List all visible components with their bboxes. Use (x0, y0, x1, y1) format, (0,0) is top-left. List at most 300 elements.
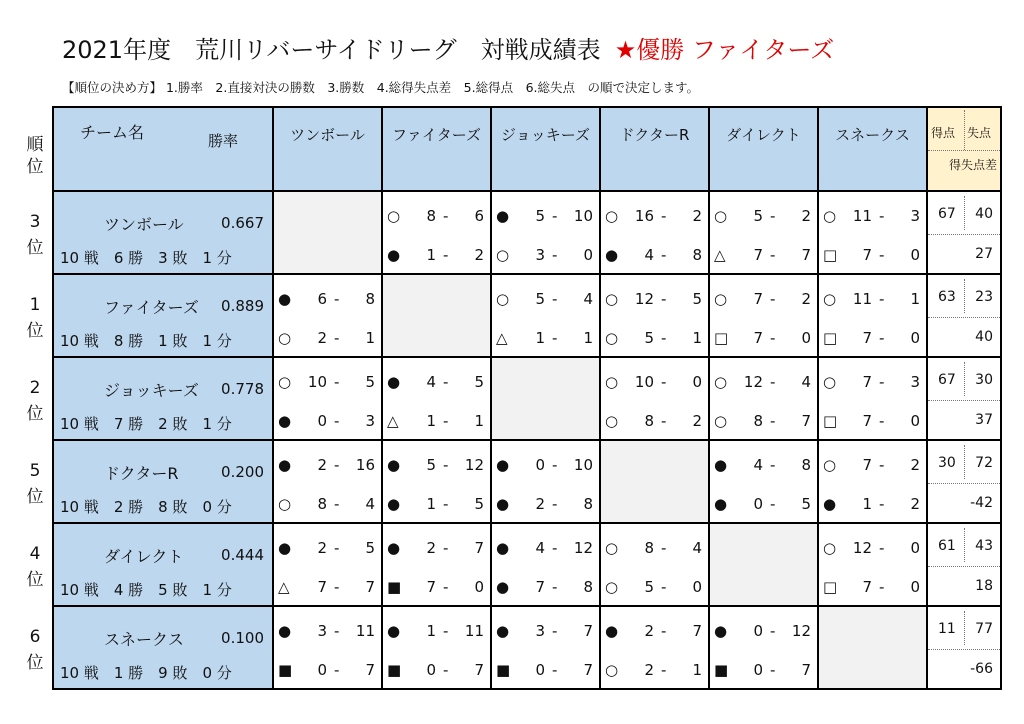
score-dash: - (334, 412, 340, 430)
opponent-score: 5 (365, 373, 375, 391)
own-score: 11 (852, 207, 872, 225)
points-header (927, 107, 1001, 191)
match-cell (491, 523, 600, 606)
opponent-score: 11 (464, 622, 484, 640)
result-mark: ○ (605, 329, 619, 347)
result-mark: ○ (605, 373, 619, 391)
match-cell (382, 191, 491, 274)
score-dash: - (661, 246, 667, 264)
result-mark: ● (387, 495, 401, 513)
score-dash: - (661, 290, 667, 308)
score-dash: - (443, 207, 449, 225)
point-diff-header: 得失点差 (948, 158, 997, 172)
result-mark: ○ (714, 207, 728, 225)
opponent-header-4: ドクターR (600, 107, 709, 191)
game-result (819, 492, 926, 516)
game-result (710, 287, 817, 311)
opponent-header-6: スネークス (818, 107, 927, 191)
result-mark: △ (496, 329, 508, 347)
points-for: 63 (938, 289, 956, 305)
opponent-score: 7 (801, 412, 811, 430)
match-cell (273, 523, 382, 606)
team-name: ツンボール (104, 215, 184, 234)
champion-label: ★優勝 ファイターズ (614, 36, 835, 64)
result-mark: △ (278, 578, 290, 596)
score-dash: - (334, 373, 340, 391)
score-dash: - (552, 456, 558, 474)
match-cell (491, 274, 600, 357)
team-cell (53, 191, 273, 274)
match-cell (818, 274, 927, 357)
result-mark: ● (387, 539, 401, 557)
game-result (819, 287, 926, 311)
page-title (62, 30, 834, 65)
game-result (492, 619, 599, 643)
team-name: ジョッキーズ (104, 381, 199, 400)
own-score: 7 (753, 290, 763, 308)
own-score: 1 (426, 412, 436, 430)
game-result (710, 619, 817, 643)
opponent-score: 0 (692, 373, 702, 391)
game-result (383, 370, 490, 394)
team-row (18, 523, 1001, 606)
score-dash: - (770, 373, 776, 391)
game-result (492, 243, 599, 267)
score-cell (927, 606, 1001, 689)
result-mark: ○ (605, 207, 619, 225)
game-result (383, 619, 490, 643)
self-match-cell (818, 606, 927, 689)
own-score: 10 (634, 373, 654, 391)
match-cell (818, 357, 927, 440)
result-mark: ● (496, 495, 510, 513)
result-mark: ○ (605, 661, 619, 679)
result-mark: ○ (605, 412, 619, 430)
opponent-score: 4 (801, 373, 811, 391)
opponent-score: 7 (474, 539, 484, 557)
own-score: 4 (535, 539, 545, 557)
own-score: 7 (862, 578, 872, 596)
score-dash: - (552, 495, 558, 513)
score-dash: - (334, 456, 340, 474)
score-dash: - (443, 246, 449, 264)
result-mark: ○ (605, 578, 619, 596)
result-mark: ■ (496, 661, 511, 679)
game-result (819, 326, 926, 350)
score-dash: - (661, 578, 667, 596)
opponent-score: 2 (692, 207, 702, 225)
game-result (819, 536, 926, 560)
opponent-score: 2 (910, 456, 920, 474)
result-mark: ○ (278, 373, 292, 391)
rank-number: 1 (29, 294, 41, 315)
score-dash: - (552, 578, 558, 596)
score-cell (927, 191, 1001, 274)
result-mark: ○ (823, 207, 837, 225)
team-row (18, 606, 1001, 689)
match-cell (273, 274, 382, 357)
game-result (492, 536, 599, 560)
points-for-header: 得点 (931, 126, 956, 140)
point-diff: -42 (970, 495, 993, 511)
match-cell (600, 274, 709, 357)
opponent-score: 1 (692, 661, 702, 679)
game-result (383, 453, 490, 477)
score-dash: - (334, 661, 340, 679)
own-score: 12 (634, 290, 654, 308)
points-against: 40 (975, 206, 993, 222)
own-score: 5 (535, 207, 545, 225)
game-result (710, 326, 817, 350)
score-dash: - (552, 539, 558, 557)
rank-cell (18, 274, 53, 357)
game-result (601, 658, 708, 682)
point-diff: 18 (975, 578, 993, 594)
result-mark: ● (387, 373, 401, 391)
team-win-rate: 0.100 (221, 629, 264, 647)
result-mark: ○ (278, 329, 292, 347)
game-result (710, 204, 817, 228)
rank-suffix: 位 (26, 237, 44, 258)
game-result (819, 243, 926, 267)
own-score: 5 (426, 456, 436, 474)
own-score: 0 (753, 495, 763, 513)
opponent-score: 1 (692, 329, 702, 347)
team-win-rate: 0.444 (221, 546, 264, 564)
team-record: 10 戦 7 勝 2 敗 1 分 (60, 415, 232, 433)
own-score: 7 (426, 578, 436, 596)
points-for: 67 (938, 372, 956, 388)
result-mark: ● (387, 246, 401, 264)
opponent-score: 0 (910, 539, 920, 557)
result-mark: ○ (714, 290, 728, 308)
rank-suffix: 位 (26, 320, 44, 341)
opponent-score: 6 (474, 207, 484, 225)
game-result (601, 575, 708, 599)
opponent-score: 0 (910, 578, 920, 596)
game-result (492, 326, 599, 350)
rank-suffix: 位 (26, 569, 44, 590)
opponent-score: 0 (474, 578, 484, 596)
score-dash: - (770, 412, 776, 430)
result-mark: ● (387, 456, 401, 474)
own-score: 11 (852, 290, 872, 308)
score-dash: - (334, 329, 340, 347)
game-result (492, 575, 599, 599)
points-against: 77 (975, 621, 993, 637)
score-dash: - (443, 412, 449, 430)
score-dash: - (879, 578, 885, 596)
self-match-cell (600, 440, 709, 523)
result-mark: □ (714, 329, 729, 347)
points-for: 30 (938, 455, 956, 471)
opponent-score: 2 (801, 207, 811, 225)
game-result (492, 453, 599, 477)
opponent-score: 2 (692, 412, 702, 430)
rank-number: 5 (29, 460, 41, 481)
match-cell (818, 191, 927, 274)
opponent-score: 7 (583, 622, 593, 640)
game-result (383, 536, 490, 560)
opponent-header-5: ダイレクト (709, 107, 818, 191)
result-mark: ● (278, 622, 292, 640)
game-result (710, 243, 817, 267)
opponent-score: 5 (365, 539, 375, 557)
rank-cell (18, 440, 53, 523)
game-result (710, 492, 817, 516)
result-mark: ● (496, 207, 510, 225)
team-name: ドクターR (104, 464, 179, 483)
score-dash: - (879, 539, 885, 557)
own-score: 12 (852, 539, 872, 557)
own-score: 4 (753, 456, 763, 474)
score-dash: - (552, 207, 558, 225)
team-cell (53, 274, 273, 357)
result-mark: ○ (278, 495, 292, 513)
result-mark: ● (605, 246, 619, 264)
match-cell (491, 606, 600, 689)
result-mark: △ (714, 246, 726, 264)
own-score: 0 (753, 661, 763, 679)
game-result (710, 409, 817, 433)
game-result (819, 204, 926, 228)
team-cell (53, 523, 273, 606)
own-score: 8 (753, 412, 763, 430)
score-dash: - (879, 246, 885, 264)
result-mark: ■ (387, 578, 402, 596)
game-result (492, 204, 599, 228)
rank-cell (18, 357, 53, 440)
points-for: 61 (938, 538, 956, 554)
score-dash: - (879, 207, 885, 225)
result-mark: □ (823, 578, 838, 596)
rank-cell (18, 191, 53, 274)
game-result (383, 492, 490, 516)
opponent-score: 2 (910, 495, 920, 513)
own-score: 2 (644, 661, 654, 679)
score-dash: - (661, 539, 667, 557)
own-score: 5 (753, 207, 763, 225)
rank-number: 6 (29, 626, 41, 647)
team-record: 10 戦 2 勝 8 敗 0 分 (60, 498, 232, 516)
match-cell (709, 440, 818, 523)
score-dash: - (879, 456, 885, 474)
score-dash: - (770, 329, 776, 347)
result-mark: △ (387, 412, 399, 430)
result-mark: ○ (714, 373, 728, 391)
opponent-score: 7 (365, 661, 375, 679)
game-result (383, 575, 490, 599)
result-mark: □ (823, 329, 838, 347)
own-score: 1 (426, 495, 436, 513)
opponent-score: 8 (583, 578, 593, 596)
game-result (274, 492, 381, 516)
own-score: 7 (862, 412, 872, 430)
game-result (819, 409, 926, 433)
rank-cell (18, 523, 53, 606)
opponent-score: 4 (365, 495, 375, 513)
score-dash: - (443, 373, 449, 391)
own-score: 0 (317, 412, 327, 430)
opponent-score: 7 (801, 661, 811, 679)
game-result (274, 326, 381, 350)
game-result (710, 453, 817, 477)
result-mark: ■ (714, 661, 729, 679)
result-mark: ○ (823, 290, 837, 308)
own-score: 12 (743, 373, 763, 391)
points-against: 72 (975, 455, 993, 471)
opponent-score: 7 (583, 661, 593, 679)
match-cell (273, 440, 382, 523)
score-dash: - (552, 290, 558, 308)
match-cell (600, 191, 709, 274)
team-row (18, 357, 1001, 440)
own-score: 3 (317, 622, 327, 640)
own-score: 10 (307, 373, 327, 391)
own-score: 1 (426, 622, 436, 640)
result-mark: ● (278, 456, 292, 474)
own-score: 7 (753, 329, 763, 347)
opponent-score: 0 (583, 246, 593, 264)
game-result (383, 243, 490, 267)
game-result (601, 287, 708, 311)
score-cell (927, 440, 1001, 523)
match-cell (818, 523, 927, 606)
game-result (383, 409, 490, 433)
game-result (492, 492, 599, 516)
point-diff: -66 (970, 661, 993, 677)
rank-header-text: 順位 (26, 135, 44, 177)
points-against: 43 (975, 538, 993, 554)
own-score: 7 (862, 456, 872, 474)
match-cell (491, 440, 600, 523)
opponent-score: 12 (464, 456, 484, 474)
own-score: 7 (317, 578, 327, 596)
own-score: 3 (535, 622, 545, 640)
ranking-rule: 【順位の決め方】 1.勝率 2.直接対決の勝数 3.勝数 4.総得失点差 5.総得点 6.総失点 の順で決定します。 (62, 80, 700, 95)
own-score: 2 (317, 329, 327, 347)
opponent-score: 12 (791, 622, 811, 640)
game-result (383, 658, 490, 682)
result-mark: ● (496, 539, 510, 557)
game-result (383, 204, 490, 228)
team-win-rate: 0.778 (221, 380, 264, 398)
score-dash: - (661, 661, 667, 679)
self-match-cell (491, 357, 600, 440)
result-mark: ● (278, 539, 292, 557)
own-score: 2 (317, 456, 327, 474)
opponent-score: 8 (583, 495, 593, 513)
team-win-rate: 0.889 (221, 297, 264, 315)
game-result (274, 453, 381, 477)
own-score: 0 (535, 661, 545, 679)
team-row (18, 440, 1001, 523)
game-result (274, 409, 381, 433)
own-score: 2 (426, 539, 436, 557)
own-score: 2 (644, 622, 654, 640)
opponent-score: 10 (573, 207, 593, 225)
result-mark: ● (823, 495, 837, 513)
opponent-score: 4 (583, 290, 593, 308)
points-against: 23 (975, 289, 993, 305)
match-cell (273, 606, 382, 689)
opponent-score: 0 (910, 329, 920, 347)
score-dash: - (770, 661, 776, 679)
own-score: 4 (426, 373, 436, 391)
opponent-score: 8 (365, 290, 375, 308)
score-dash: - (443, 661, 449, 679)
opponent-score: 0 (910, 412, 920, 430)
self-match-cell (709, 523, 818, 606)
score-dash: - (443, 456, 449, 474)
team-row (18, 274, 1001, 357)
opponent-score: 0 (801, 329, 811, 347)
match-cell (600, 357, 709, 440)
game-result (710, 658, 817, 682)
team-win-rate: 0.200 (221, 463, 264, 481)
result-mark: □ (823, 412, 838, 430)
own-score: 7 (535, 578, 545, 596)
title-main: 2021年度 荒川リバーサイドリーグ 対戦成績表 (62, 36, 601, 64)
game-result (819, 453, 926, 477)
score-cell (927, 274, 1001, 357)
own-score: 3 (535, 246, 545, 264)
point-diff: 37 (975, 412, 993, 428)
point-diff: 40 (975, 329, 993, 345)
own-score: 0 (317, 661, 327, 679)
result-mark: ● (714, 622, 728, 640)
opponent-header-2: ファイターズ (382, 107, 491, 191)
match-cell (382, 357, 491, 440)
score-dash: - (661, 412, 667, 430)
result-mark: ○ (387, 207, 401, 225)
result-mark: ○ (605, 290, 619, 308)
game-result (492, 287, 599, 311)
result-mark: ● (278, 412, 292, 430)
opponent-score: 1 (474, 412, 484, 430)
own-score: 8 (644, 539, 654, 557)
result-mark: ● (496, 456, 510, 474)
opponent-header-1: ツンボール (273, 107, 382, 191)
result-mark: ● (496, 578, 510, 596)
team-cell (53, 440, 273, 523)
own-score: 2 (535, 495, 545, 513)
own-score: 6 (317, 290, 327, 308)
match-cell (382, 606, 491, 689)
opponent-score: 8 (801, 456, 811, 474)
opponent-score: 7 (692, 622, 702, 640)
score-dash: - (334, 622, 340, 640)
game-result (710, 370, 817, 394)
score-dash: - (661, 622, 667, 640)
team-name: ダイレクト (104, 547, 184, 566)
opponent-score: 7 (801, 246, 811, 264)
own-score: 0 (535, 456, 545, 474)
team-win-rate: 0.667 (221, 214, 264, 232)
points-against-header: 失点 (967, 126, 992, 140)
team-header (53, 107, 273, 191)
rank-suffix: 位 (26, 486, 44, 507)
game-result (274, 287, 381, 311)
result-mark: ● (714, 456, 728, 474)
match-cell (491, 191, 600, 274)
result-mark: □ (823, 246, 838, 264)
game-result (492, 658, 599, 682)
game-result (601, 409, 708, 433)
opponent-score: 8 (692, 246, 702, 264)
result-mark: ■ (278, 661, 293, 679)
win-rate-header: 勝率 (208, 132, 239, 150)
